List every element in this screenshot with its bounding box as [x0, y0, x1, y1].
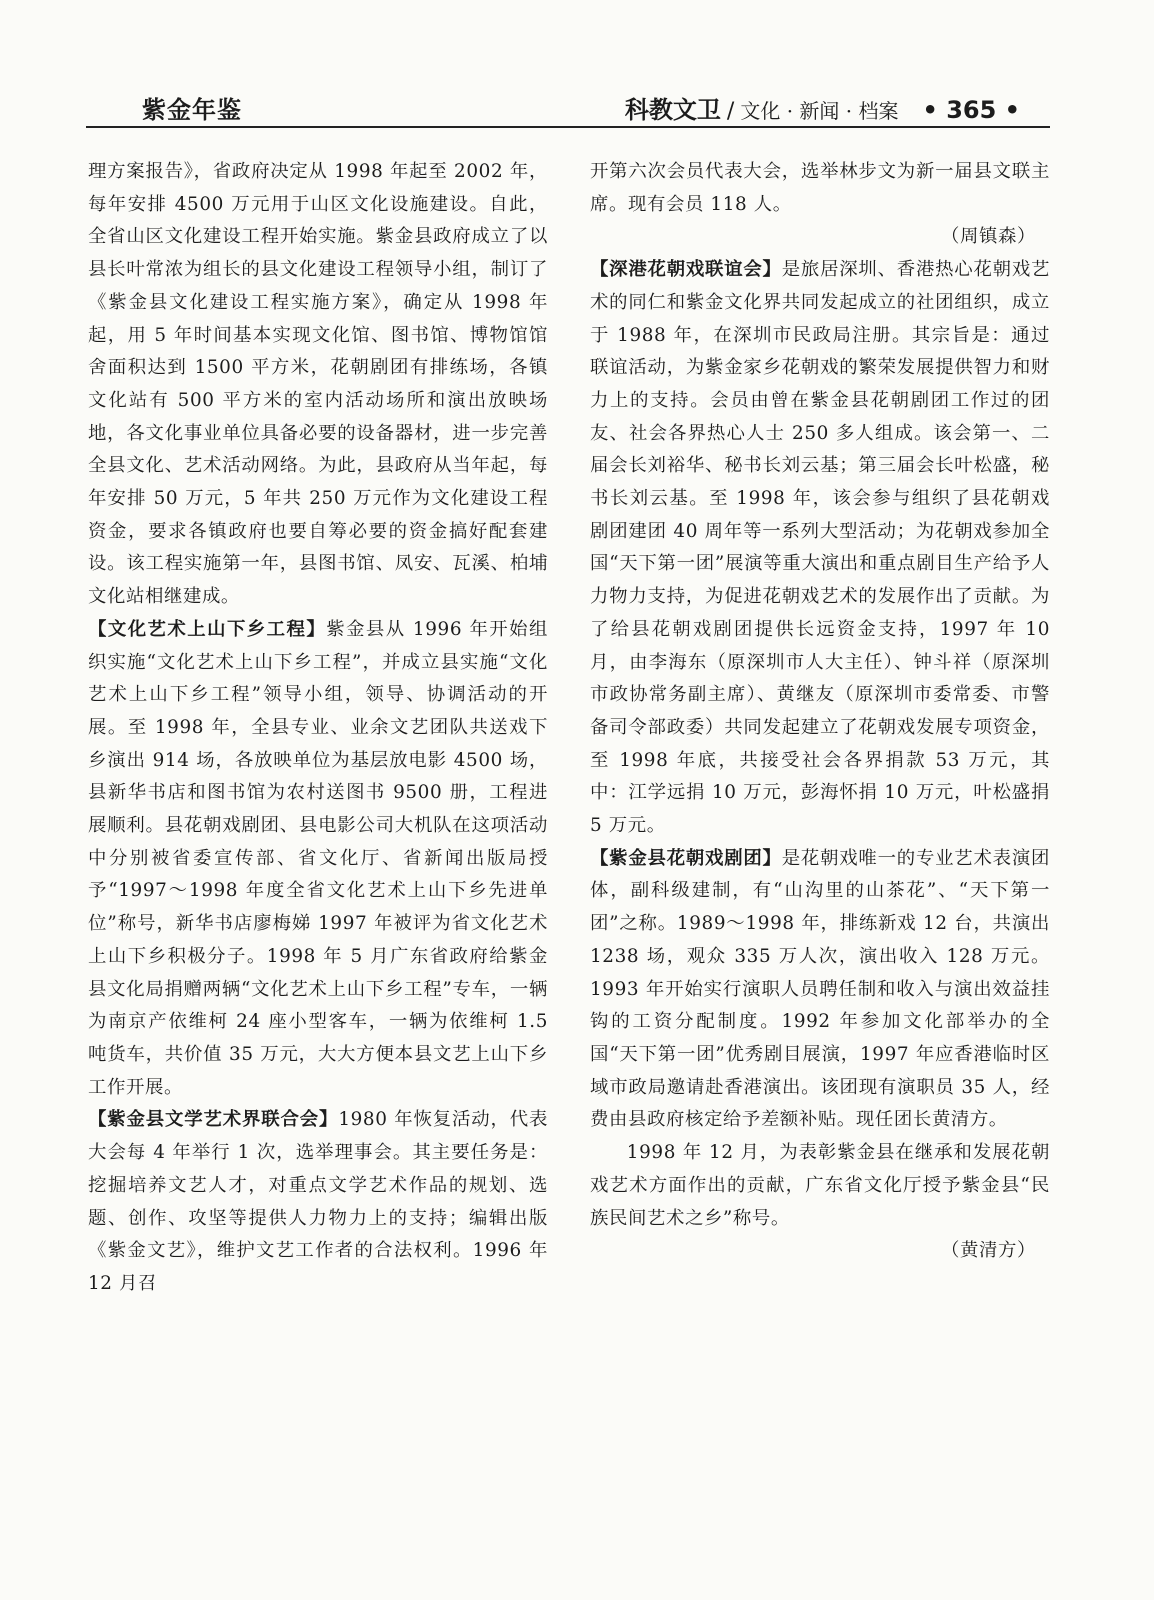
- header-separator: /: [726, 99, 735, 124]
- header-rule: [86, 126, 1050, 128]
- subsection-name: 文化 · 新闻 · 档案: [740, 99, 899, 123]
- entry-title: 【紫金县文学艺术界联合会】: [88, 1109, 339, 1131]
- entry-shenzhen-hk-association: [590, 254, 1050, 843]
- entry-title: 【深港花朝戏联谊会】: [590, 259, 782, 281]
- paragraph: 开第六次会员代表大会，选举林步文为新一届县文联主席。现有会员 118 人。: [590, 161, 1050, 215]
- section-name: 科教文卫: [624, 96, 721, 124]
- running-header: [86, 84, 1050, 128]
- author-credit: （周镇森）: [941, 226, 1036, 248]
- entry-literary-federation: [88, 1104, 548, 1300]
- entry-body: 是花朝戏唯一的专业艺术表演团体，副科级建制，有“山沟里的山茶花”、“天下第一团”之称。1989～1998 年，排练新戏 12 台，共演出 1238 场，观众 335 万人次，演出收入 128 万元。1993 年开始实行演职人员聘任制和收入与演出效益挂钩的工资分配制度。1992 年参加文化部举办的全国“天下第一团”优秀剧目展演，1997 年应香港临时区域市政局邀请赴香港演出。该团现有演职员 35 人，经费由县政府核定给予差额补贴。现任团长黄清方。: [590, 847, 1050, 1131]
- book-title: 紫金年鉴: [142, 96, 242, 124]
- author-credit: （黄清方）: [941, 1240, 1036, 1262]
- page-number: • 365 •: [922, 96, 1020, 124]
- entry-body: 1980 年恢复活动，代表大会每 4 年举行 1 次，选举理事会。其主要任务是：挖掘培养文艺人才，对重点文学艺术作品的规划、选题、创作、攻坚等提供人力物力上的支持；编辑出版《紫金文艺》，维护文艺工作者的合法权利。1996 年 12 月召: [88, 1109, 548, 1294]
- entry-title: 【紫金县花朝戏剧团】: [590, 847, 782, 869]
- paragraph: 1998 年 12 月，为表彰紫金县在继承和发展花朝戏艺术方面作出的贡献，广东省文化厅授予紫金县“民族民间艺术之乡”称号。: [590, 1142, 1050, 1229]
- section-heading: [625, 90, 1020, 125]
- entry-title: 【文化艺术上山下乡工程】: [88, 618, 327, 640]
- entry-body: 是旅居深圳、香港热心花朝戏艺术的同仁和紫金文化界共同发起成立的社团组织，成立于 1988 年，在深圳市民政局注册。其宗旨是：通过联谊活动，为紫金家乡花朝戏的繁荣发展提供智力和财力上的支持。会员由曾在紫金县花朝剧团工作过的团友、社会各界热心人士 250 多人组成。该会第一、二届会长刘裕华、秘书长刘云基；第三届会长叶松盛，秘书长刘云基。至 1998 年，该会参与组织了县花朝戏剧团建团 40 周年等一系列大型活动；为花朝戏参加全国“天下第一团”展演等重大演出和重点剧目生产给予人力物力支持，为促进花朝戏艺术的发展作出了贡献。为了给县花朝戏剧团提供长远资金支持，1997 年 10 月，由李海东（原深圳市人大主任）、钟斗祥（原深圳市政协常务副主席）、黄继友（原深圳市委常委、市警备司令部政委）共同发起建立了花朝戏发展专项资金，至 1998 年底，共接受社会各界捐款 53 万元，其中：江学远捐 10 万元，彭海怀捐 10 万元，叶松盛捐 5 万元。: [590, 259, 1050, 837]
- entry-huachao-opera-troupe: [590, 843, 1050, 1137]
- entry-literary-art-campaign: [88, 614, 548, 1105]
- right-column: [590, 156, 1050, 1268]
- paragraph: 理方案报告》，省政府决定从 1998 年起至 2002 年，每年安排 4500 万元用于山区文化设施建设。自此，全省山区文化建设工程开始实施。紫金县政府成立了以县长叶常浓为组长的县文化建设工程领导小组，制订了《紫金县文化建设工程实施方案》，确定从 1998 年起，用 5 年时间基本实现文化馆、图书馆、博物馆馆舍面积达到 1500 平方米，花朝剧团有排练场，各镇文化站有 500 平方米的室内活动场所和演出放映场地，各文化事业单位具备必要的设备器材，进一步完善全县文化、艺术活动网络。为此，县政府从当年起，每年安排 50 万元，5 年共 250 万元作为文化建设工程资金，要求各镇政府也要自筹必要的资金搞好配套建设。该工程实施第一年，县图书馆、凤安、瓦溪、柏埔文化站相继建成。: [88, 161, 548, 608]
- left-column: [88, 156, 548, 1301]
- entry-body: 紫金县从 1996 年开始组织实施“文化艺术上山下乡工程”，并成立县实施“文化艺术上山下乡工程”领导小组，领导、协调活动的开展。至 1998 年，全县专业、业余文艺团队共送戏下乡演出 914 场，各放映单位为基层放电影 4500 场，县新华书店和图书馆为农村送图书 9500 册，工程进展顺利。县花朝戏剧团、县电影公司大机队在这项活动中分别被省委宣传部、省文化厅、省新闻出版局授予“1997～1998 年度全省文化艺术上山下乡先进单位”称号，新华书店廖梅娣 1997 年被评为省文化艺术上山下乡积极分子。1998 年 5 月广东省政府给紫金县文化局捐赠两辆“文化艺术上山下乡工程”专车，一辆为南京产依维柯 24 座小型客车，一辆为依维柯 1.5 吨货车，共价值 35 万元，大大方便本县文艺上山下乡工作开展。: [88, 618, 548, 1098]
